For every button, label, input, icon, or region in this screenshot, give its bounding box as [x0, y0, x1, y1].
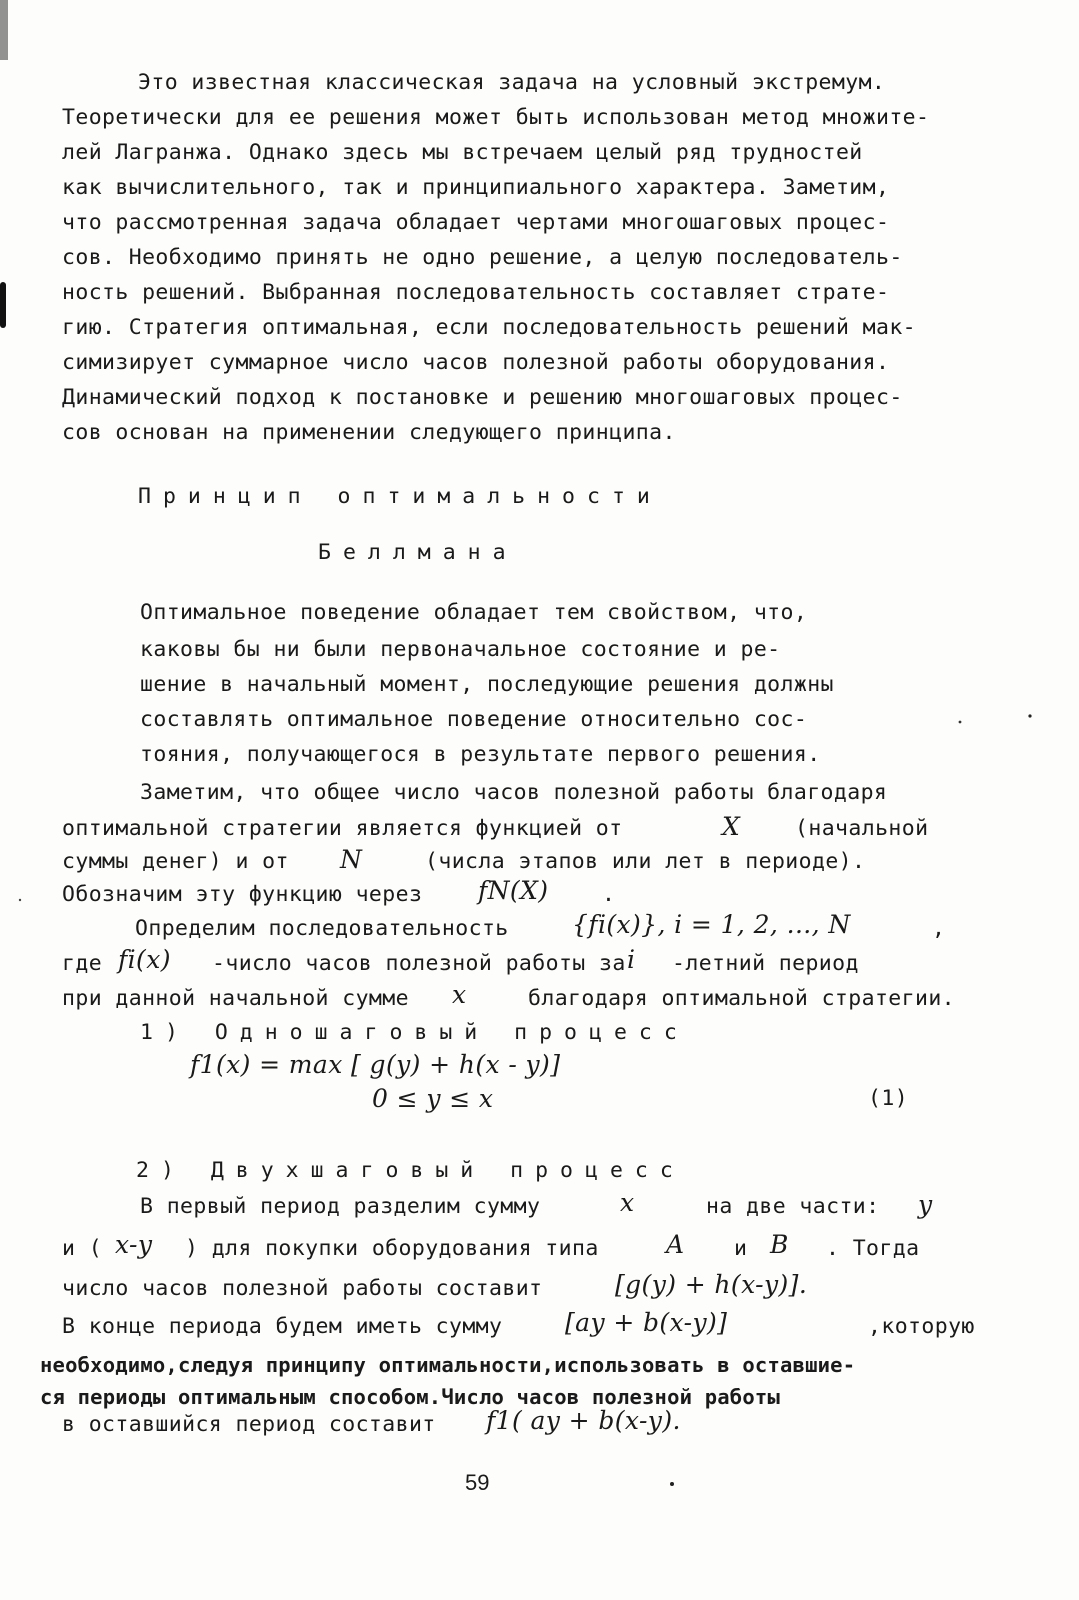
- step1-heading: 1) Одношаговый процесс: [140, 1020, 689, 1045]
- variable-X: X: [722, 812, 741, 841]
- step2-bold-line: необходимо,следуя принципу оптимальности,использовать в оставшие-: [40, 1353, 856, 1377]
- principle-line: Оптимальное поведение обладает тем свойством, что,: [140, 600, 808, 625]
- step2-line: и (: [62, 1236, 103, 1261]
- variable-i: i: [627, 945, 636, 974]
- remaining-income-formula: f1( ay + b(x-y).: [486, 1406, 681, 1435]
- note-text: (начальной: [795, 816, 929, 841]
- intro-line: лей Лагранжа. Однако здесь мы встречаем целый ряд трудностей: [62, 140, 863, 165]
- intro-line: симизирует суммарное число часов полезной работы оборудования.: [62, 350, 890, 375]
- note-line: Заметим, что общее число часов полезной работы благодаря: [140, 780, 888, 805]
- intro-line: Это известная классическая задача на условный экстремум.: [138, 70, 886, 95]
- definition-text: -число часов полезной работы за: [212, 951, 626, 976]
- intro-line: сов основан на применении следующего принципа.: [62, 420, 676, 445]
- step2-text: и: [734, 1236, 748, 1261]
- intro-line: гию. Стратегия оптимальная, если последовательность решений мак-: [62, 315, 917, 340]
- definition-line: где: [62, 951, 103, 976]
- principle-line: шение в начальный момент, последующие решения должны: [140, 672, 834, 697]
- formula-constraint: 0 ≤ y ≤ x: [372, 1084, 494, 1113]
- intro-line: как вычислительного, так и принципиального характера. Заметим,: [62, 175, 890, 200]
- variable-x: x: [620, 1188, 635, 1217]
- step2-line: число часов полезной работы составит: [62, 1276, 543, 1301]
- variable-y: y: [918, 1190, 933, 1219]
- definition-line: при данной начальной сумме: [62, 986, 409, 1011]
- function-fi: fi(x): [118, 945, 171, 974]
- step2-text: на две части:: [706, 1194, 880, 1219]
- definition-text: благодаря оптимальной стратегии.: [528, 986, 956, 1011]
- principle-line: тояния, получающегося в результате первого решения.: [140, 742, 821, 767]
- principle-line: составлять оптимальное поведение относительно сос-: [140, 707, 808, 732]
- section-heading-line2: Беллмана: [318, 540, 518, 565]
- note-text: (числа этапов или лет в периоде).: [425, 849, 866, 874]
- intro-line: Теоретически для ее решения может быть использован метод множите-: [62, 105, 930, 130]
- definition-text: -летний период: [672, 951, 859, 976]
- note-text: .: [602, 882, 616, 907]
- variable-x-minus-y: x-y: [115, 1230, 153, 1259]
- step2-text: . Тогда: [826, 1236, 920, 1261]
- intro-line: сов. Необходимо принять не одно решение, а целую последователь-: [62, 245, 903, 270]
- equation-number: (1): [868, 1086, 909, 1111]
- step2-line: В первый период разделим сумму: [140, 1194, 541, 1219]
- page-number: 59: [465, 1470, 490, 1495]
- step2-heading: 2) Двухшаговый процесс: [136, 1158, 685, 1183]
- bellman-formula: f1(x) = max [ g(y) + h(x - y)]: [190, 1050, 561, 1079]
- note-line: суммы денег) и от: [62, 849, 289, 874]
- function-fN: fN(X): [478, 876, 549, 905]
- step2-line: в оставшийся период составит: [62, 1412, 436, 1437]
- principle-line: каковы бы ни были первоначальное состояние и ре-: [140, 637, 781, 662]
- intro-line: Динамический подход к постановке и решению многошаговых процес-: [62, 385, 903, 410]
- remaining-sum-formula: [ay + b(x-y)]: [565, 1308, 728, 1337]
- section-heading-line1: Принцип оптимальности: [138, 484, 662, 509]
- intro-line: ность решений. Выбранная последовательность составляет страте-: [62, 280, 890, 305]
- variable-A: A: [666, 1230, 685, 1259]
- step2-text: ) для покупки оборудования типа: [185, 1236, 599, 1261]
- step2-text: ,которую: [868, 1314, 975, 1339]
- intro-line: что рассмотренная задача обладает чертами многошаговых процес-: [62, 210, 890, 235]
- sequence-formula: {fi(x)}, i = 1, 2, ..., N: [572, 910, 851, 939]
- definition-text: ,: [932, 916, 946, 941]
- variable-B: B: [770, 1230, 789, 1259]
- note-line: оптимальной стратегии является функцией от: [62, 816, 623, 841]
- note-line: Обозначим эту функцию через: [62, 882, 423, 907]
- step2-bold-line: ся периоды оптимальным способом.Число часов полезной работы: [40, 1385, 780, 1409]
- variable-N: N: [340, 845, 363, 874]
- definition-line: Определим последовательность: [135, 916, 509, 941]
- variable-x: x: [452, 980, 467, 1009]
- step2-line: В конце периода будем иметь сумму: [62, 1314, 503, 1339]
- income-formula: [g(y) + h(x-y)].: [615, 1270, 808, 1299]
